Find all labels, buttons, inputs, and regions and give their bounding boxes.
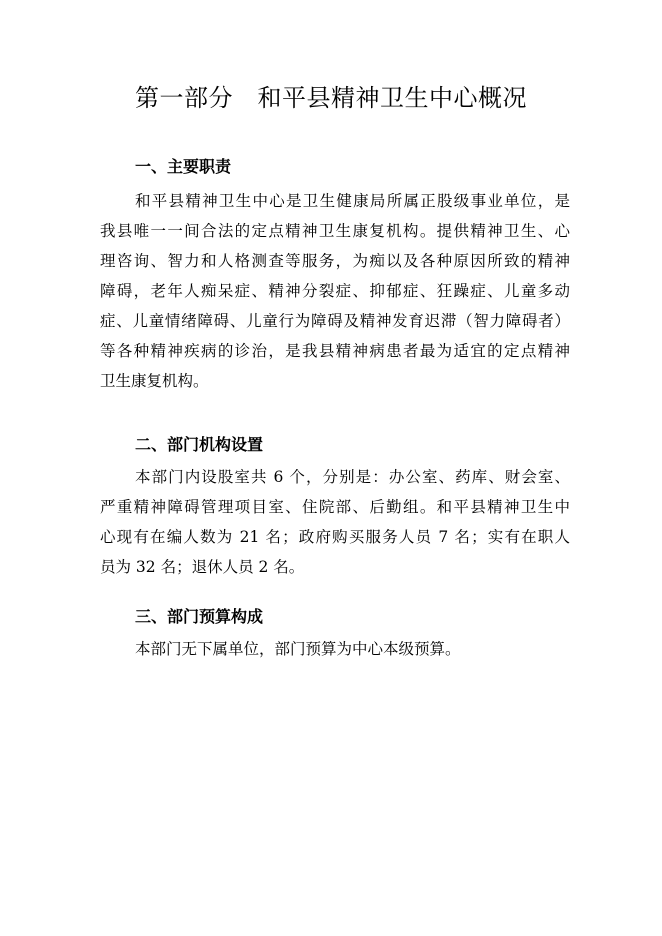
paragraph-line: 障碍，老年人痴呆症、精神分裂症、抑郁症、狂躁症、儿童多动: [100, 282, 570, 300]
section-heading-main-duties: 一、主要职责: [135, 157, 232, 176]
paragraph-line: 和平县精神卫生中心是卫生健康局所属正股级事业单位，是: [135, 192, 570, 210]
paragraph-line: 理咨询、智力和人格测查等服务，为痴以及各种原因所致的精神: [100, 252, 570, 270]
paragraph-line: 本部门内设股室共 6 个，分别是：办公室、药库、财会室、: [135, 468, 570, 486]
section-body-department-structure: [100, 462, 570, 582]
page-title: 第一部分 和平县精神卫生中心概况: [135, 84, 527, 112]
paragraph-line: 员为 32 名；退休人员 2 名。: [100, 558, 305, 576]
paragraph-line: 等各种精神疾病的诊治，是我县精神病患者最为适宜的定点精神: [100, 342, 570, 360]
section-body-main-duties: [100, 186, 570, 396]
paragraph-line: 我县唯一一间合法的定点精神卫生康复机构。提供精神卫生、心: [100, 222, 570, 240]
paragraph-line: 严重精神障碍管理项目室、住院部、后勤组。和平县精神卫生中: [100, 498, 570, 516]
section-body-budget-composition: [100, 634, 570, 664]
section-heading-budget-composition: 三、部门预算构成: [135, 607, 264, 626]
paragraph-line: 心现有在编人数为 21 名；政府购买服务人员 7 名；实有在职人: [100, 528, 570, 546]
section-heading-department-structure: 二、部门机构设置: [135, 435, 264, 454]
paragraph-line: 卫生康复机构。: [100, 372, 209, 390]
paragraph-line: 症、儿童情绪障碍、儿童行为障碍及精神发育迟滞（智力障碍者）: [100, 312, 570, 330]
paragraph-line: 本部门无下属单位，部门预算为中心本级预算。: [135, 640, 461, 658]
